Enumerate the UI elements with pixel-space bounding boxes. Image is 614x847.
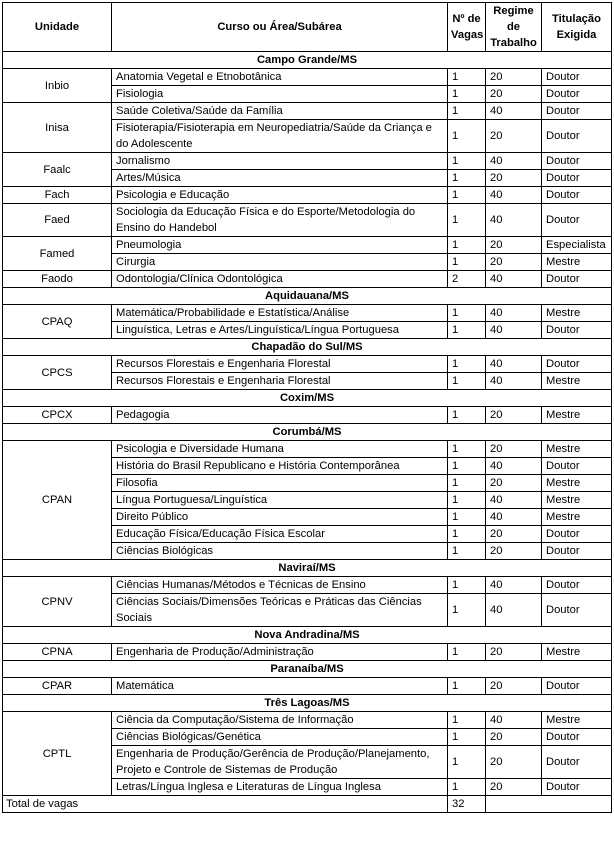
curso-cell: Psicologia e Educação — [112, 187, 448, 204]
campus-row — [3, 424, 612, 441]
regime-cell: 20 — [486, 237, 542, 254]
unit-cell: CPCS — [3, 356, 112, 390]
header-curso: Curso ou Área/Subárea — [112, 3, 448, 52]
table-row — [3, 712, 612, 729]
titulacao-cell: Mestre — [542, 509, 612, 526]
campus-row — [3, 661, 612, 678]
regime-cell: 20 — [486, 729, 542, 746]
vagas-cell: 1 — [448, 120, 486, 153]
curso-cell: Odontologia/Clínica Odontológica — [112, 271, 448, 288]
vagas-cell: 1 — [448, 492, 486, 509]
table-row — [3, 305, 612, 322]
regime-cell: 20 — [486, 407, 542, 424]
vagas-cell: 1 — [448, 305, 486, 322]
vagas-cell: 1 — [448, 712, 486, 729]
curso-cell: Anatomia Vegetal e Etnobotânica — [112, 69, 448, 86]
vagas-cell: 1 — [448, 170, 486, 187]
curso-cell: Matemática/Probabilidade e Estatística/Análise — [112, 305, 448, 322]
titulacao-cell: Mestre — [542, 644, 612, 661]
curso-cell: História do Brasil Republicano e História Contemporânea — [112, 458, 448, 475]
titulacao-cell: Mestre — [542, 407, 612, 424]
titulacao-cell: Doutor — [542, 577, 612, 594]
titulacao-cell: Doutor — [542, 153, 612, 170]
vagas-cell: 1 — [448, 103, 486, 120]
unit-cell: Famed — [3, 237, 112, 271]
table-row — [3, 577, 612, 594]
vagas-cell: 1 — [448, 187, 486, 204]
regime-cell: 20 — [486, 441, 542, 458]
vagas-cell: 1 — [448, 729, 486, 746]
campus-heading: Chapadão do Sul/MS — [3, 339, 612, 356]
header-unidade: Unidade — [3, 3, 112, 52]
vagas-cell: 1 — [448, 237, 486, 254]
curso-cell: Engenharia de Produção/Administração — [112, 644, 448, 661]
campus-heading: Três Lagoas/MS — [3, 695, 612, 712]
titulacao-cell: Mestre — [542, 305, 612, 322]
curso-cell: Jornalismo — [112, 153, 448, 170]
vagas-cell: 1 — [448, 254, 486, 271]
vagas-cell: 1 — [448, 441, 486, 458]
titulacao-cell: Especialista — [542, 237, 612, 254]
curso-cell: Cirurgia — [112, 254, 448, 271]
titulacao-cell: Doutor — [542, 322, 612, 339]
header-titulacao: Titulação Exigida — [542, 3, 612, 52]
header-regime: Regime de Trabalho — [486, 3, 542, 52]
campus-row — [3, 288, 612, 305]
vagas-cell: 1 — [448, 204, 486, 237]
unit-cell: CPAR — [3, 678, 112, 695]
curso-cell: Psicologia e Diversidade Humana — [112, 441, 448, 458]
table-row — [3, 69, 612, 86]
vagas-cell: 1 — [448, 373, 486, 390]
campus-heading: Aquidauana/MS — [3, 288, 612, 305]
table-row — [3, 103, 612, 120]
table-row — [3, 441, 612, 458]
titulacao-cell: Doutor — [542, 746, 612, 779]
vagas-cell: 1 — [448, 475, 486, 492]
vagas-cell: 1 — [448, 458, 486, 475]
regime-cell: 20 — [486, 254, 542, 271]
vagas-cell: 1 — [448, 153, 486, 170]
titulacao-cell: Doutor — [542, 779, 612, 796]
vagas-cell: 1 — [448, 577, 486, 594]
vagas-cell: 1 — [448, 779, 486, 796]
unit-cell: CPNA — [3, 644, 112, 661]
vagas-cell: 1 — [448, 86, 486, 103]
curso-cell: Pedagogia — [112, 407, 448, 424]
titulacao-cell: Doutor — [542, 69, 612, 86]
regime-cell: 20 — [486, 86, 542, 103]
unit-cell: CPAN — [3, 441, 112, 560]
regime-cell: 20 — [486, 543, 542, 560]
titulacao-cell: Mestre — [542, 373, 612, 390]
regime-cell: 20 — [486, 644, 542, 661]
curso-cell: Letras/Língua Inglesa e Literaturas de Língua Inglesa — [112, 779, 448, 796]
total-row — [3, 796, 612, 813]
titulacao-cell: Doutor — [542, 678, 612, 695]
campus-row — [3, 390, 612, 407]
campus-row — [3, 52, 612, 69]
header-row — [3, 3, 612, 52]
vagas-cell: 1 — [448, 543, 486, 560]
vagas-cell: 2 — [448, 271, 486, 288]
curso-cell: Ciências Sociais/Dimensões Teóricas e Práticas das Ciências Sociais — [112, 594, 448, 627]
campus-row — [3, 695, 612, 712]
curso-cell: Artes/Música — [112, 170, 448, 187]
unit-cell: CPTL — [3, 712, 112, 796]
vagas-cell: 1 — [448, 509, 486, 526]
curso-cell: Ciências Biológicas/Genética — [112, 729, 448, 746]
table-row — [3, 678, 612, 695]
table-row — [3, 204, 612, 237]
titulacao-cell: Doutor — [542, 594, 612, 627]
regime-cell: 40 — [486, 577, 542, 594]
unit-cell: CPNV — [3, 577, 112, 627]
curso-cell: Fisioterapia/Fisioterapia em Neuropediatria/Saúde da Criança e do Adolescente — [112, 120, 448, 153]
campus-row — [3, 339, 612, 356]
titulacao-cell: Mestre — [542, 254, 612, 271]
unit-cell: Fach — [3, 187, 112, 204]
regime-cell: 40 — [486, 509, 542, 526]
regime-cell: 40 — [486, 103, 542, 120]
vagas-cell: 1 — [448, 322, 486, 339]
unit-cell: CPAQ — [3, 305, 112, 339]
curso-cell: Língua Portuguesa/Linguística — [112, 492, 448, 509]
total-value: 32 — [448, 796, 486, 813]
titulacao-cell: Doutor — [542, 204, 612, 237]
curso-cell: Ciências Biológicas — [112, 543, 448, 560]
table-row — [3, 644, 612, 661]
vagas-cell: 1 — [448, 644, 486, 661]
regime-cell: 40 — [486, 492, 542, 509]
titulacao-cell: Doutor — [542, 271, 612, 288]
titulacao-cell: Doutor — [542, 526, 612, 543]
table-row — [3, 153, 612, 170]
titulacao-cell: Doutor — [542, 103, 612, 120]
titulacao-cell: Mestre — [542, 441, 612, 458]
curso-cell: Fisiologia — [112, 86, 448, 103]
table-row — [3, 237, 612, 254]
table-row — [3, 187, 612, 204]
vagas-cell: 1 — [448, 678, 486, 695]
campus-row — [3, 627, 612, 644]
titulacao-cell: Mestre — [542, 475, 612, 492]
regime-cell: 20 — [486, 746, 542, 779]
regime-cell: 40 — [486, 356, 542, 373]
curso-cell: Direito Público — [112, 509, 448, 526]
regime-cell: 20 — [486, 170, 542, 187]
campus-heading: Coxim/MS — [3, 390, 612, 407]
curso-cell: Saúde Coletiva/Saúde da Família — [112, 103, 448, 120]
curso-cell: Ciências Humanas/Métodos e Técnicas de Ensino — [112, 577, 448, 594]
campus-row — [3, 560, 612, 577]
titulacao-cell: Doutor — [542, 170, 612, 187]
regime-cell: 20 — [486, 475, 542, 492]
campus-heading: Campo Grande/MS — [3, 52, 612, 69]
curso-cell: Engenharia de Produção/Gerência de Produção/Planejamento, Projeto e Controle de Sistemas de Produção — [112, 746, 448, 779]
titulacao-cell: Doutor — [542, 458, 612, 475]
table-row — [3, 407, 612, 424]
regime-cell: 40 — [486, 322, 542, 339]
unit-cell: CPCX — [3, 407, 112, 424]
regime-cell: 20 — [486, 678, 542, 695]
curso-cell: Recursos Florestais e Engenharia Florestal — [112, 356, 448, 373]
header-vagas: Nº de Vagas — [448, 3, 486, 52]
unit-cell: Faed — [3, 204, 112, 237]
total-empty — [486, 796, 612, 813]
regime-cell: 40 — [486, 458, 542, 475]
regime-cell: 40 — [486, 305, 542, 322]
campus-heading: Paranaíba/MS — [3, 661, 612, 678]
curso-cell: Sociologia da Educação Física e do Esporte/Metodologia do Ensino do Handebol — [112, 204, 448, 237]
vagas-cell: 1 — [448, 407, 486, 424]
regime-cell: 40 — [486, 712, 542, 729]
titulacao-cell: Doutor — [542, 543, 612, 560]
regime-cell: 40 — [486, 594, 542, 627]
titulacao-cell: Doutor — [542, 729, 612, 746]
campus-heading: Naviraí/MS — [3, 560, 612, 577]
regime-cell: 40 — [486, 373, 542, 390]
curso-cell: Pneumologia — [112, 237, 448, 254]
curso-cell: Ciência da Computação/Sistema de Informação — [112, 712, 448, 729]
table-row — [3, 271, 612, 288]
regime-cell: 20 — [486, 69, 542, 86]
curso-cell: Matemática — [112, 678, 448, 695]
regime-cell: 20 — [486, 779, 542, 796]
vagas-cell: 1 — [448, 356, 486, 373]
campus-heading: Nova Andradina/MS — [3, 627, 612, 644]
regime-cell: 40 — [486, 187, 542, 204]
regime-cell: 20 — [486, 526, 542, 543]
titulacao-cell: Doutor — [542, 86, 612, 103]
vagas-cell: 1 — [448, 746, 486, 779]
titulacao-cell: Mestre — [542, 712, 612, 729]
unit-cell: Faodo — [3, 271, 112, 288]
regime-cell: 20 — [486, 120, 542, 153]
titulacao-cell: Doutor — [542, 356, 612, 373]
curso-cell: Educação Física/Educação Física Escolar — [112, 526, 448, 543]
table-row — [3, 356, 612, 373]
titulacao-cell: Doutor — [542, 120, 612, 153]
unit-cell: Inisa — [3, 103, 112, 153]
vacancies-table — [2, 2, 612, 813]
unit-cell: Faalc — [3, 153, 112, 187]
unit-cell: Inbio — [3, 69, 112, 103]
regime-cell: 40 — [486, 204, 542, 237]
regime-cell: 40 — [486, 271, 542, 288]
vagas-cell: 1 — [448, 594, 486, 627]
curso-cell: Linguística, Letras e Artes/Linguística/Língua Portuguesa — [112, 322, 448, 339]
curso-cell: Filosofia — [112, 475, 448, 492]
campus-heading: Corumbá/MS — [3, 424, 612, 441]
vagas-cell: 1 — [448, 69, 486, 86]
table-body — [3, 52, 612, 796]
total-label: Total de vagas — [3, 796, 448, 813]
curso-cell: Recursos Florestais e Engenharia Florestal — [112, 373, 448, 390]
regime-cell: 40 — [486, 153, 542, 170]
titulacao-cell: Doutor — [542, 187, 612, 204]
titulacao-cell: Mestre — [542, 492, 612, 509]
vagas-cell: 1 — [448, 526, 486, 543]
